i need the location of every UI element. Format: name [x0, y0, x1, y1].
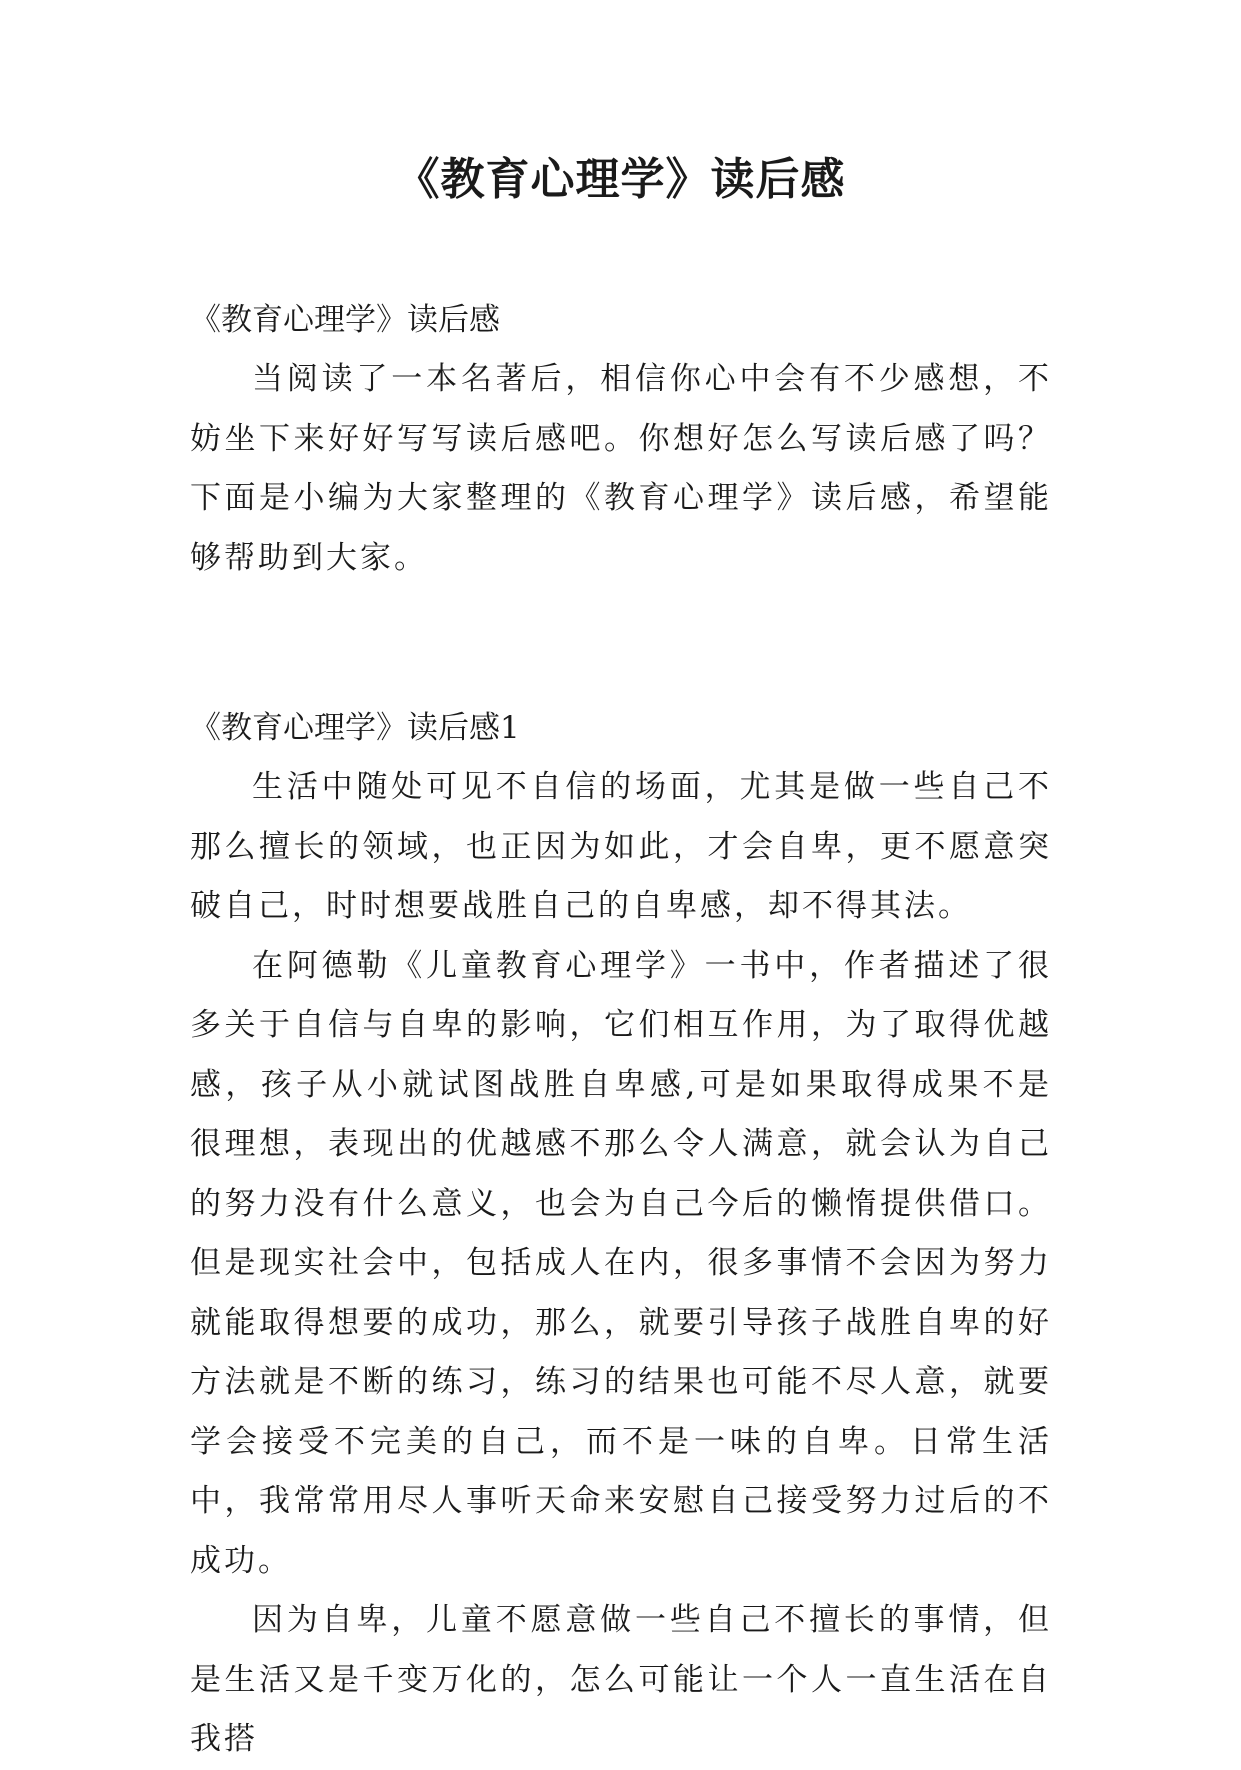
section1-paragraph-1: 生活中随处可见不自信的场面，尤其是做一些自己不那么擅长的领域，也正因为如此，才会自卑，更不愿意突破自己，时时想要战胜自己的自卑感，却不得其法。 — [190, 769, 1052, 924]
document-title: 《教育心理学》读后感 — [395, 154, 846, 205]
section1-paragraph-2: 在阿德勒《儿童教育心理学》一书中，作者描述了很多关于自信与自卑的影响，它们相互作用，为了取得优越感，孩子从小就试图战胜自卑感,可是如果取得成果不是很理想，表现出的优越感不那么令人满意，就会认为自己的努力没有什么意义，也会为自己今后的懒惰提供借口。但是现实社会中，包括成人在内，很多事情不会因为努力就能取得想要的成功，那么，就要引导孩子战胜自卑的好方法就是不断的练习，练习的结果也可能不尽人意，就要学会接受不完美的自己，而不是一味的自卑。日常生活中，我常常用尽人事听天命来安慰自己接受努力过后的不成功。 — [190, 947, 1052, 1579]
section1-heading: 《教育心理学》读后感1 — [190, 710, 520, 746]
section1-paragraph-3: 因为自卑，儿童不愿意做一些自己不擅长的事情，但是生活又是千变万化的，怎么可能让一个人一直生活在自我搭 — [190, 1602, 1052, 1757]
intro-heading: 《教育心理学》读后感 — [190, 302, 500, 338]
section-gap — [190, 588, 1052, 698]
document-body — [190, 290, 1052, 1770]
intro-paragraph: 当阅读了一本名著后，相信你心中会有不少感想，不妨坐下来好好写写读后感吧。你想好怎么写读后感了吗？下面是小编为大家整理的《教育心理学》读后感，希望能够帮助到大家。 — [190, 361, 1052, 576]
